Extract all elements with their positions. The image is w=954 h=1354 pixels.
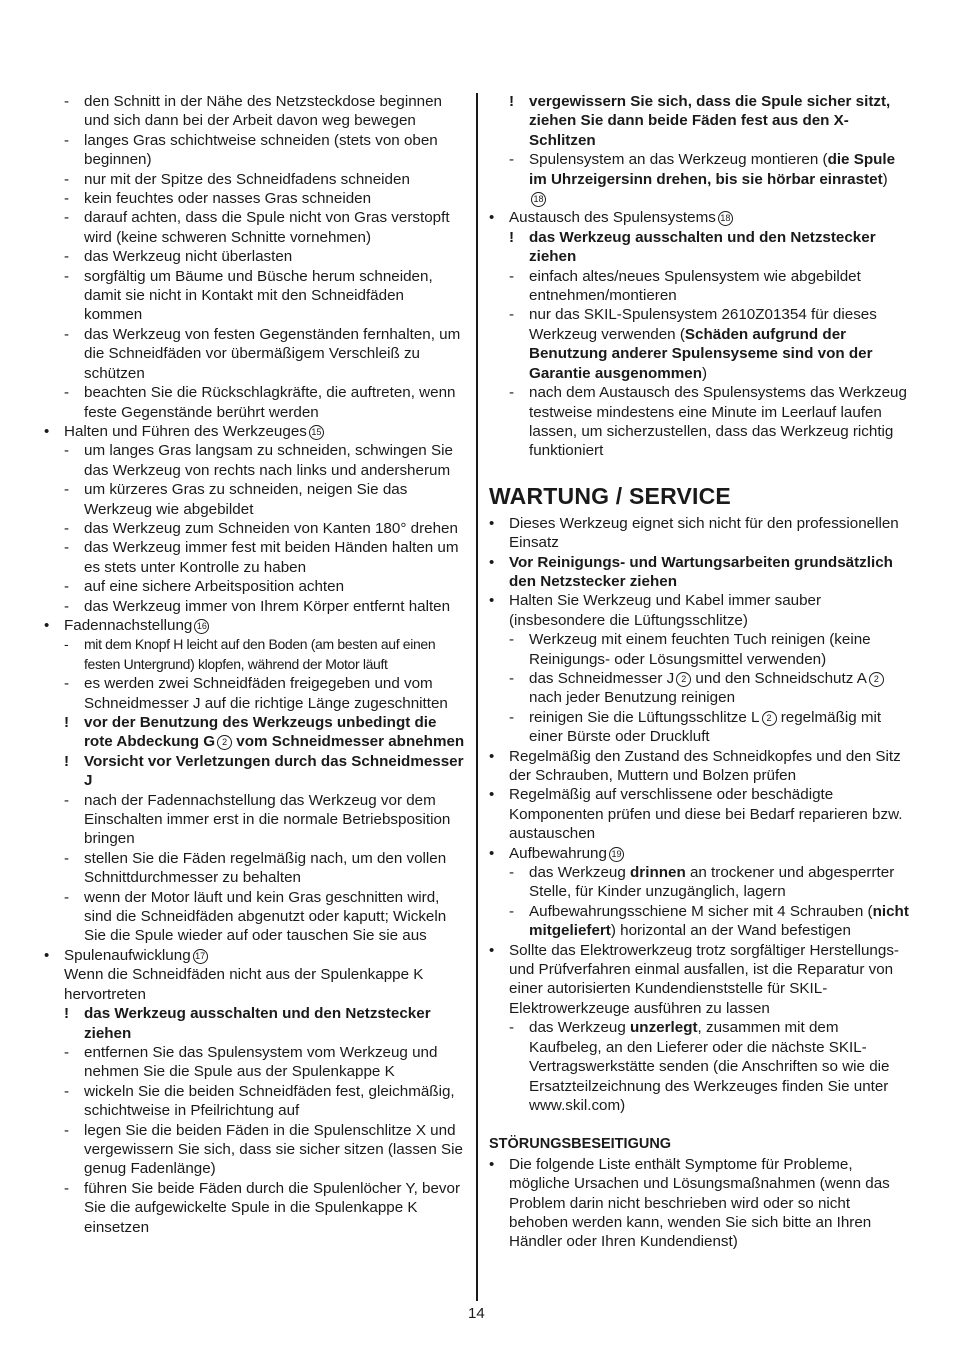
dash-item: [44, 635, 466, 674]
dash-marker: -: [509, 631, 515, 649]
body-text: Regelmäßig auf verschlissene oder beschädigte Komponenten prüfen und diese bei Bedarf reparieren bzw. austauschen: [509, 786, 903, 843]
body-text: langes Gras schichtweise schneiden (stets von oben beginnen): [84, 131, 438, 169]
bold-text: Vorsicht vor Verletzungen durch das Schneidmesser J: [84, 752, 464, 790]
bold-text: nicht mitgeliefert: [529, 902, 909, 940]
bullet-item: [489, 591, 911, 630]
body-text: stellen Sie die Fäden regelmäßig nach, um den vollen Schnittdurchmesser zu behalten: [84, 849, 447, 887]
warning-marker: !: [509, 228, 515, 246]
figure-reference: 16: [194, 619, 209, 634]
dash-item: [489, 902, 911, 941]
dash-marker: -: [64, 1082, 70, 1100]
dash-marker: -: [64, 325, 70, 343]
body-text: Austausch des Spulensystems: [509, 209, 716, 227]
bullet-marker: •: [489, 844, 495, 862]
warning-item: [489, 228, 911, 267]
bullet-item: [489, 1155, 911, 1252]
body-text: nach der Fadennachstellung das Werkzeug vor dem Einschalten immer erst in die normale Betriebsposition bringen: [84, 791, 451, 848]
dash-marker: -: [64, 539, 70, 557]
dash-item: [44, 1121, 466, 1179]
warning-item: [44, 752, 466, 791]
dash-item: [489, 305, 911, 383]
body-text: das Schneidmesser J: [529, 669, 675, 687]
body-text: regelmäßig mit einer Bürste oder Druckluft: [529, 708, 882, 746]
section-subheading: STÖRUNGSBESEITIGUNG: [489, 1136, 672, 1153]
dash-item: [44, 480, 466, 519]
body-text: Aufbewahrungsschiene M sicher mit 4 Schrauben (: [529, 902, 873, 920]
bold-text: unzerlegt: [630, 1019, 698, 1037]
body-text: an trockener und abgesperrter Stelle, für Kinder unzugänglich, lagern: [529, 864, 895, 901]
bullet-marker: •: [489, 553, 495, 571]
bold-text: drinnen: [630, 864, 686, 882]
figure-reference: 2: [217, 735, 232, 750]
text-line: [44, 965, 466, 1004]
dash-marker: -: [509, 306, 515, 324]
bold-text: die Spule im Uhrzeigersinn drehen, bis sie hörbar einrastet: [529, 151, 896, 188]
dash-item: [44, 131, 466, 170]
dash-marker: -: [64, 791, 70, 809]
bold-text: vergewissern Sie sich, dass die Spule sicher sitzt, ziehen Sie dann beide Fäden fest aus den X-Schlitzen: [529, 93, 891, 149]
figure-reference: 15: [309, 425, 324, 440]
body-text: darauf achten, dass die Spule nicht von Gras verstopft wird (keine schweren Schnitte vornehmen): [84, 209, 450, 246]
dash-marker: -: [64, 1043, 70, 1061]
dash-marker: -: [64, 636, 69, 653]
dash-item: [44, 597, 466, 616]
body-text: Dieses Werkzeug eignet sich nicht für den professionellen Einsatz: [509, 514, 899, 552]
dash-item: [44, 267, 466, 325]
dash-item: [489, 1018, 911, 1115]
bullet-marker: •: [489, 209, 495, 227]
dash-marker: -: [509, 864, 515, 882]
bold-text: Schäden aufgrund der Benutzung anderer Spulensyseme sind von der Garantie ausgenommen: [529, 325, 873, 382]
body-text: entfernen Sie das Spulensystem vom Werkzeug und nehmen Sie die Spule aus der Spulenkappe K: [84, 1043, 438, 1081]
bullet-item: [489, 208, 911, 227]
body-text: Fadennachstellung: [64, 616, 193, 634]
body-text: Sollte das Elektrowerkzeug trotz sorgfältiger Herstellungs- und Prüfverfahren einmal ausfallen, ist die Reparatur von einer autorisierten Kundendienststelle für SKIL-Elektrowerkzeuge ausführen zu lassen: [509, 941, 899, 1017]
dash-marker: -: [64, 597, 70, 615]
dash-marker: -: [64, 131, 70, 149]
warning-item: [489, 92, 911, 150]
body-text: Regelmäßig den Zustand des Schneidkopfes und den Sitz der Schrauben, Muttern und Bolzen prüfen: [509, 747, 901, 784]
warning-marker: !: [64, 752, 70, 770]
bold-text: vom Schneidmesser abnehmen: [232, 733, 465, 751]
dash-marker: -: [64, 1179, 70, 1197]
dash-marker: -: [64, 519, 70, 537]
bullet-marker: •: [489, 941, 495, 959]
dash-marker: -: [509, 902, 515, 920]
figure-reference: 2: [762, 711, 777, 726]
right-column: [489, 92, 911, 1252]
body-text: einfach altes/neues Spulensystem wie abgebildet entnehmen/montieren: [529, 267, 861, 305]
dash-marker: -: [64, 190, 70, 208]
dash-marker: -: [509, 151, 515, 169]
bold-text: Vor Reinigungs- und Wartungsarbeiten grundsätzlich den Netzstecker ziehen: [509, 553, 893, 590]
page-number: 14: [468, 1305, 485, 1322]
dash-item: [489, 267, 911, 306]
body-text: sorgfältig um Bäume und Büsche herum schneiden, damit sie nicht in Kontakt mit den Schneidfäden kommen: [84, 267, 433, 324]
dash-item: [44, 577, 466, 596]
body-text: das Werkzeug immer fest mit beiden Händen halten um es stets unter Kontrolle zu haben: [84, 539, 459, 576]
column-divider: [476, 93, 478, 1301]
dash-item: [44, 247, 466, 266]
body-text: Die folgende Liste enthält Symptome für Probleme, mögliche Ursachen und Lösungsmaßnahmen (wenn das Problem darin nicht beschrieben wird oder so nicht behoben werden kann, wenden Sie sich bitte an Ihren Händler oder Ihren Kundendienst): [509, 1155, 890, 1251]
bullet-item: [489, 785, 911, 843]
body-text: das Werkzeug immer von Ihrem Körper entfernt halten: [84, 597, 451, 615]
bullet-marker: •: [44, 946, 50, 964]
dash-item: [44, 1082, 466, 1121]
dash-marker: -: [509, 669, 515, 687]
bullet-item: [489, 941, 911, 1019]
bullet-marker: •: [489, 786, 495, 804]
body-text: nach jeder Benutzung reinigen: [529, 689, 736, 707]
body-text: wenn der Motor läuft und kein Gras geschnitten wird, sind die Schneidfäden abgenutzt oder kaputt; Wickeln Sie die Spule wieder auf oder tauschen Sie sie aus: [84, 888, 447, 945]
body-text: , zusammen mit dem Kaufbeleg, an den Lieferer oder die nächste SKIL-Vertragswerkstätte senden (die Anschriften so wie die Ersatzteilzeichnung des Werkzeuges finden Sie unter www.skil.com): [529, 1019, 890, 1114]
dash-item: [44, 92, 466, 131]
dash-item: [44, 519, 466, 538]
bold-text: das Werkzeug ausschalten und den Netzstecker ziehen: [84, 1005, 431, 1042]
dash-item: [44, 1043, 466, 1082]
body-text: kein feuchtes oder nasses Gras schneiden: [84, 190, 372, 208]
bullet-item: [489, 553, 911, 592]
dash-item: [44, 888, 466, 946]
dash-item: [44, 538, 466, 577]
body-text: mit dem Knopf H leicht auf den Boden (am besten auf einen festen Untergrund) klopfen, während der Motor läuft: [84, 636, 436, 672]
bullet-marker: •: [489, 747, 495, 765]
dash-marker: -: [64, 248, 70, 266]
body-text: Werkzeug mit einem feuchten Tuch reinigen (keine Reinigungs- oder Lösungsmittel verwenden): [529, 631, 871, 668]
bullet-item: [489, 844, 911, 863]
body-text: und den Schneidschutz A: [691, 669, 867, 687]
dash-marker: -: [509, 384, 515, 402]
warning-item: [44, 713, 466, 752]
body-text: ): [702, 364, 708, 382]
dash-marker: -: [64, 209, 70, 227]
dash-item: [489, 863, 911, 902]
warning-marker: !: [509, 93, 515, 110]
dash-marker: -: [64, 1121, 70, 1139]
dash-item: [44, 674, 466, 713]
figure-reference: 18: [531, 192, 546, 207]
bold-text: das Werkzeug ausschalten und den Netzstecker ziehen: [529, 228, 876, 266]
dash-marker: -: [509, 267, 515, 285]
body-text: um langes Gras langsam zu schneiden, schwingen Sie das Werkzeug von rechts nach links und andersherum: [84, 442, 453, 479]
dash-marker: -: [64, 481, 70, 499]
body-text: das Werkzeug: [529, 864, 631, 882]
bullet-item: [44, 946, 466, 965]
body-text: das Werkzeug zum Schneiden von Kanten 180° drehen: [84, 519, 458, 537]
dash-marker: -: [64, 267, 70, 285]
figure-reference: 2: [869, 672, 884, 687]
body-text: es werden zwei Schneidfäden freigegeben und vom Schneidmesser J auf die richtige Länge zugeschnitten: [84, 675, 448, 712]
body-text: Wenn die Schneidfäden nicht aus der Spulenkappe K hervortreten: [64, 966, 424, 1003]
body-text: Spulenaufwicklung: [64, 946, 191, 964]
dash-item: [44, 791, 466, 849]
dash-item: [44, 383, 466, 422]
bullet-marker: •: [489, 514, 495, 532]
warning-item: [44, 1004, 466, 1043]
figure-reference: 18: [718, 211, 733, 226]
body-text: legen Sie die beiden Fäden in die Spulenschlitze X und vergewissern Sie sich, dass sie sicher sitzen (lassen Sie genug Fadenlänge): [84, 1121, 463, 1178]
bullet-marker: •: [44, 616, 50, 634]
body-text: das Werkzeug nicht überlasten: [84, 248, 293, 266]
dash-item: [44, 189, 466, 208]
dash-item: [44, 325, 466, 383]
body-text: Halten Sie Werkzeug und Kabel immer sauber (insbesondere die Lüftungsschlitze): [509, 592, 822, 629]
body-text: beachten Sie die Rückschlagkräfte, die auftreten, wenn feste Gegenstände berührt werden: [84, 384, 456, 421]
dash-marker: -: [64, 888, 70, 906]
body-text: ): [882, 170, 888, 188]
dash-marker: -: [64, 849, 70, 867]
dash-item: [44, 170, 466, 189]
body-text: nur mit der Spitze des Schneidfadens schneiden: [84, 170, 410, 188]
body-text: führen Sie beide Fäden durch die Spulenlöcher Y, bevor Sie die aufgewickelte Spule in die Spulenkappe K einsetzen: [84, 1179, 461, 1236]
dash-marker: -: [509, 1019, 515, 1037]
body-text: Halten und Führen des Werkzeuges: [64, 422, 307, 440]
dash-marker: -: [64, 170, 70, 188]
bullet-marker: •: [489, 592, 495, 610]
body-text: ) horizontal an der Wand befestigen: [610, 922, 851, 940]
bullet-marker: •: [489, 1155, 495, 1173]
body-text: das Werkzeug von festen Gegenständen fernhalten, um die Schneidfäden vor übermäßigem Verschleiß zu schützen: [84, 325, 461, 382]
body-text: auf eine sichere Arbeitsposition achten: [84, 578, 345, 596]
dash-marker: -: [64, 384, 70, 402]
warning-marker: !: [64, 714, 70, 731]
body-text: nach dem Austausch des Spulensystems das Werkzeug testweise mindestens eine Minute im Leerlauf laufen lassen, um sicherzustellen, dass das Werkzeug richtig funktioniert: [529, 384, 907, 460]
bullet-marker: •: [44, 422, 50, 440]
dash-item: [489, 383, 911, 461]
body-text: den Schnitt in der Nähe des Netzsteckdose beginnen und sich dann bei der Arbeit davon weg bewegen: [84, 93, 442, 130]
body-text: um kürzeres Gras zu schneiden, neigen Sie das Werkzeug wie abgebildet: [84, 481, 408, 518]
figure-reference: 17: [193, 949, 208, 964]
bullet-item: [489, 747, 911, 786]
bullet-item: [44, 616, 466, 635]
bold-text: vor der Benutzung des Werkzeugs unbedingt die rote Abdeckung G: [84, 714, 437, 751]
dash-marker: -: [64, 442, 70, 460]
dash-item: [44, 849, 466, 888]
dash-marker: -: [64, 675, 70, 693]
dash-marker: -: [64, 578, 70, 596]
body-text: reinigen Sie die Lüftungsschlitze L: [529, 708, 760, 726]
bullet-item: [44, 422, 466, 441]
dash-item: [44, 441, 466, 480]
dash-marker: -: [64, 93, 70, 110]
figure-reference: 2: [676, 672, 691, 687]
bullet-item: [489, 514, 911, 553]
body-text: das Werkzeug: [529, 1019, 631, 1037]
body-text: nur das SKIL-Spulensystem 2610Z01354 für dieses Werkzeug verwenden (: [529, 306, 877, 343]
dash-marker: -: [509, 708, 515, 726]
body-text: wickeln Sie die beiden Schneidfäden fest, gleichmäßig, schichtweise in Pfeilrichtung auf: [84, 1082, 455, 1120]
dash-item: [489, 150, 911, 208]
dash-item: [44, 208, 466, 247]
left-column: [44, 92, 466, 1237]
figure-reference: 19: [609, 847, 624, 862]
body-text: Aufbewahrung: [509, 844, 607, 862]
warning-marker: !: [64, 1005, 70, 1023]
dash-item: [489, 708, 911, 747]
body-text: Spulensystem an das Werkzeug montieren (: [529, 151, 828, 169]
dash-item: [44, 1179, 466, 1237]
dash-item: [489, 669, 911, 708]
section-heading: WARTUNG / SERVICE: [489, 482, 731, 509]
dash-item: [489, 630, 911, 669]
